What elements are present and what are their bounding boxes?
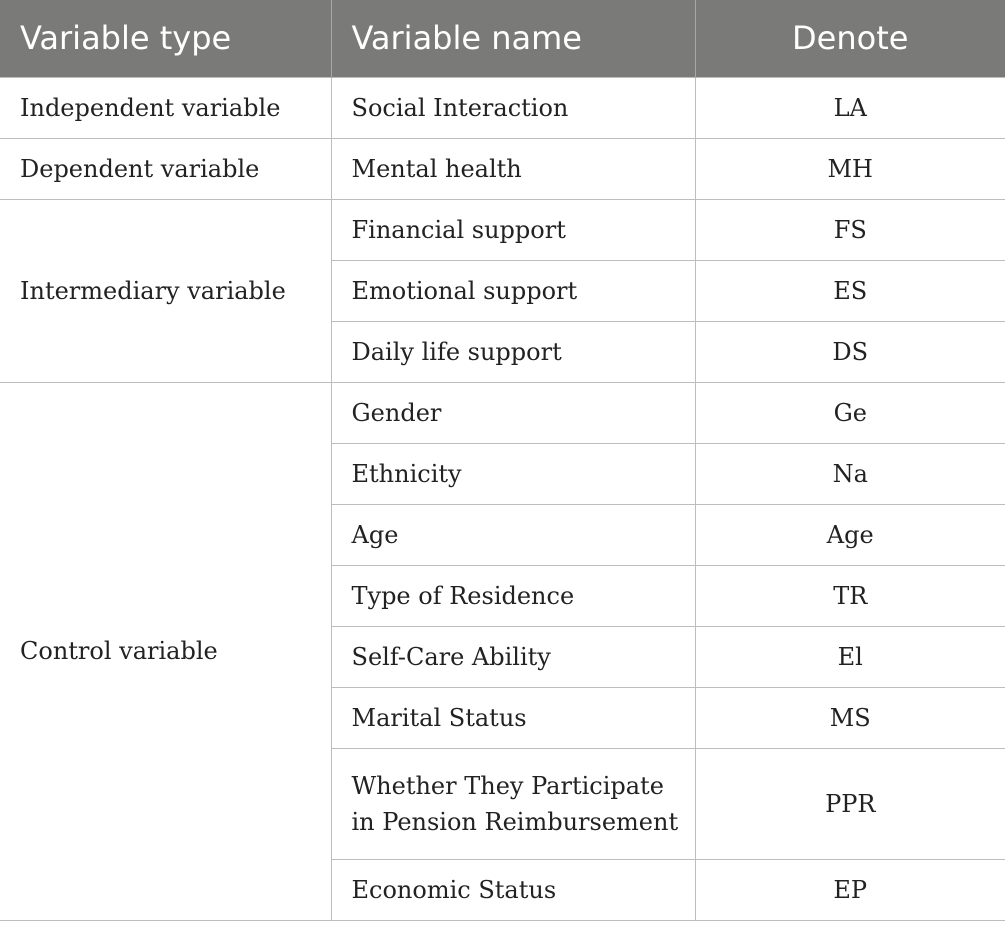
table-row <box>0 199 1005 260</box>
variable-name-cell: Gender <box>331 382 695 443</box>
header-variable-type: Variable type <box>0 0 331 77</box>
variable-name-cell: Social Interaction <box>331 77 695 138</box>
denote-cell: DS <box>695 321 1005 382</box>
variable-name-cell: Mental health <box>331 138 695 199</box>
table-row <box>0 77 1005 138</box>
variable-name-cell: Daily life support <box>331 321 695 382</box>
group-intermediary: Intermediary variable <box>0 199 331 382</box>
variable-name-cell: Marital Status <box>331 687 695 748</box>
denote-cell: El <box>695 626 1005 687</box>
denote-cell: LA <box>695 77 1005 138</box>
denote-cell: Ge <box>695 382 1005 443</box>
table-row <box>0 382 1005 443</box>
variable-name-cell: Emotional support <box>331 260 695 321</box>
variable-name-cell: Age <box>331 504 695 565</box>
header-variable-name: Variable name <box>331 0 695 77</box>
table-row <box>0 138 1005 199</box>
table-body <box>0 77 1005 920</box>
table-header <box>0 0 1005 77</box>
group-control: Control variable <box>0 382 331 920</box>
variable-name-cell: Financial support <box>331 199 695 260</box>
denote-cell: MH <box>695 138 1005 199</box>
denote-cell: ES <box>695 260 1005 321</box>
group-independent: Independent variable <box>0 77 331 138</box>
variable-name-cell: Economic Status <box>331 859 695 920</box>
denote-cell: PPR <box>695 748 1005 859</box>
denote-cell: MS <box>695 687 1005 748</box>
header-row <box>0 0 1005 77</box>
denote-cell: EP <box>695 859 1005 920</box>
denote-cell: FS <box>695 199 1005 260</box>
denote-cell: Age <box>695 504 1005 565</box>
variable-name-cell: Self-Care Ability <box>331 626 695 687</box>
group-dependent: Dependent variable <box>0 138 331 199</box>
denote-cell: TR <box>695 565 1005 626</box>
variable-name-cell: Ethnicity <box>331 443 695 504</box>
header-denote: Denote <box>695 0 1005 77</box>
denote-cell: Na <box>695 443 1005 504</box>
variable-name-cell: Whether They Participate in Pension Reimbursement <box>331 748 695 859</box>
variable-name-cell: Type of Residence <box>331 565 695 626</box>
